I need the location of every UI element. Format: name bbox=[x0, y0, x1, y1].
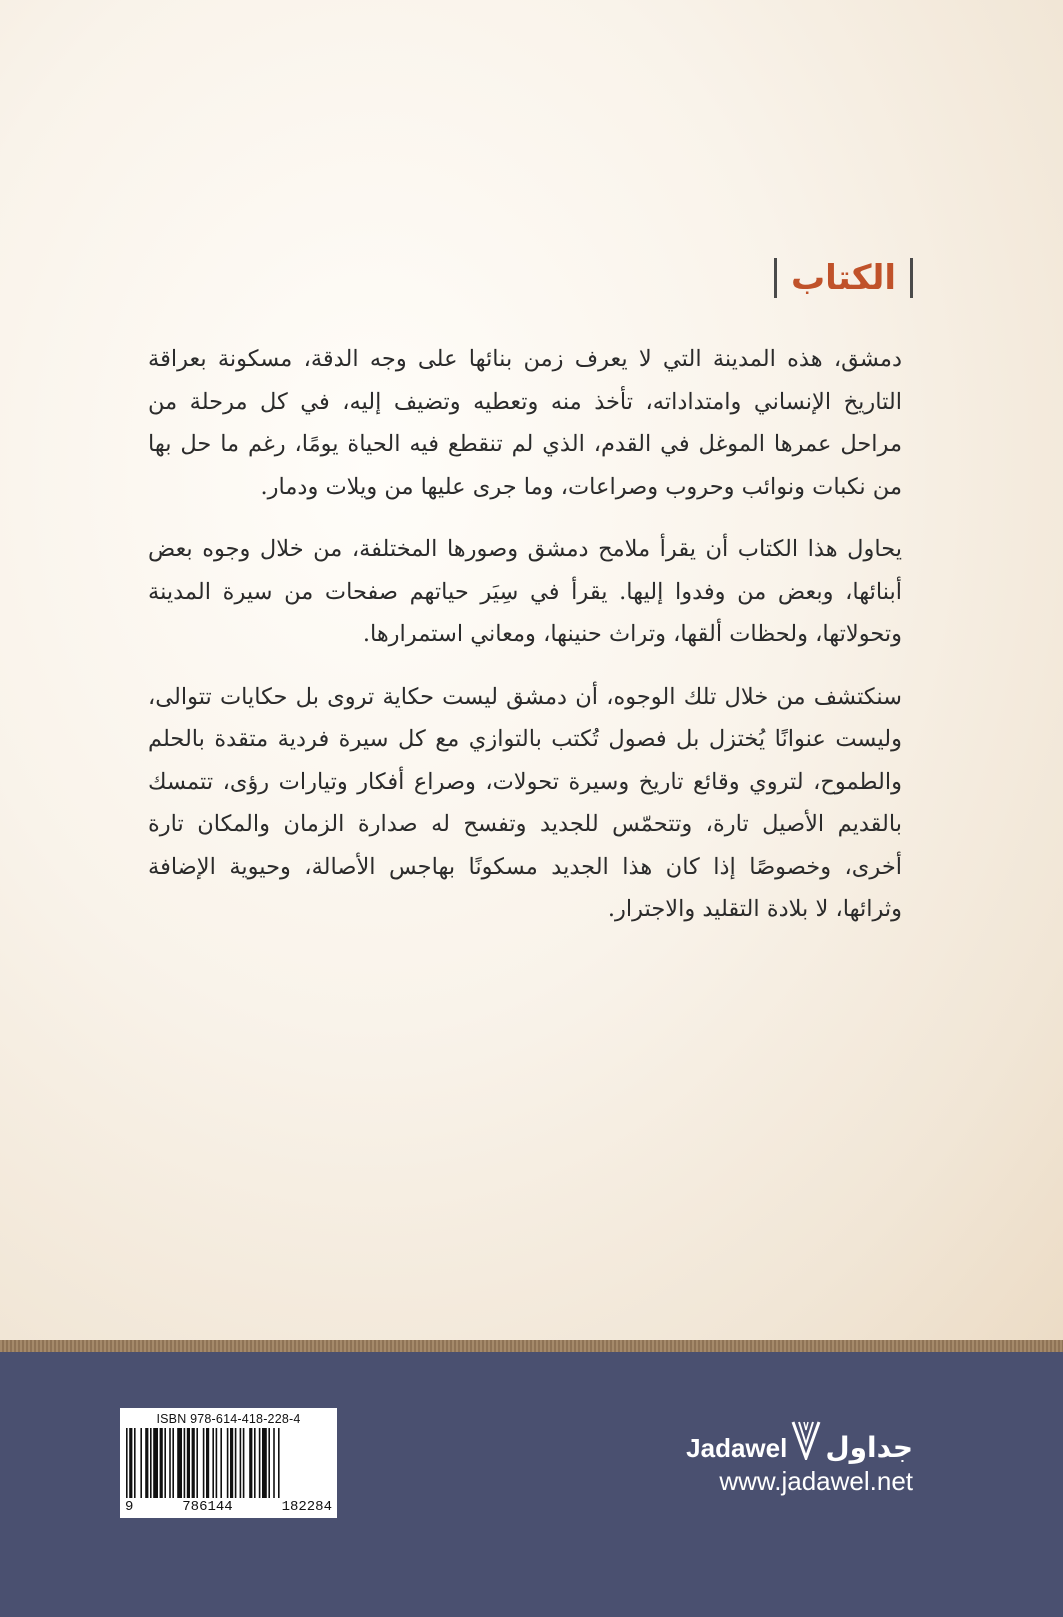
barcode-bar bbox=[169, 1428, 171, 1498]
isbn-label: ISBN 978-614-418-228-4 bbox=[156, 1412, 301, 1426]
publisher-website: www.jadawel.net bbox=[719, 1466, 913, 1496]
isbn-barcode bbox=[120, 1408, 337, 1518]
barcode-bar bbox=[150, 1428, 152, 1498]
barcode-bar bbox=[172, 1428, 174, 1498]
heading-title: الكتاب bbox=[790, 258, 896, 298]
barcode-bar bbox=[278, 1428, 280, 1498]
barcode-bar bbox=[235, 1428, 237, 1498]
barcode-bar bbox=[153, 1428, 158, 1498]
barcode-bar bbox=[268, 1428, 270, 1498]
heading-bar-right bbox=[910, 258, 913, 298]
barcode-digit-group-left: 786144 bbox=[182, 1499, 233, 1515]
publisher-name-latin: Jadawel bbox=[686, 1433, 788, 1463]
barcode-bar bbox=[243, 1428, 245, 1498]
barcode-bar bbox=[240, 1428, 242, 1498]
barcode-bar bbox=[259, 1428, 261, 1498]
barcode-bar bbox=[164, 1428, 166, 1498]
section-heading bbox=[774, 252, 913, 304]
barcode-bar bbox=[140, 1428, 142, 1498]
barcode-bar bbox=[249, 1428, 252, 1498]
publisher-block bbox=[593, 1418, 913, 1497]
barcode-bar bbox=[184, 1428, 186, 1498]
heading-bar-left bbox=[774, 258, 777, 298]
barcode-bar bbox=[212, 1428, 214, 1498]
barcode-digits bbox=[124, 1499, 333, 1515]
barcode-bar bbox=[177, 1428, 182, 1498]
barcode-bar bbox=[203, 1428, 205, 1498]
publisher-name-arabic: جداول bbox=[825, 1431, 913, 1464]
barcode-bar bbox=[134, 1428, 136, 1498]
barcode-bar bbox=[192, 1428, 195, 1498]
barcode-bar bbox=[187, 1428, 190, 1498]
barcode-bar bbox=[160, 1428, 163, 1498]
barcode-bar bbox=[227, 1428, 229, 1498]
barcode-bar bbox=[126, 1428, 128, 1498]
jadawel-logo-icon bbox=[791, 1420, 821, 1460]
blurb-paragraph-2: يحاول هذا الكتاب أن يقرأ ملامح دمشق وصورها المختلفة، من خلال وجوه بعض أبنائها، وبعض من وفدوا إليها. يقرأ في سِيَر حياتهم صفحات من سيرة المدينة وتحولاتها، ولحظات ألقها، وتراث حنينها، ومعاني استمرارها. bbox=[148, 536, 902, 647]
blurb-text bbox=[148, 338, 902, 951]
barcode-bar bbox=[230, 1428, 233, 1498]
barcode-bar bbox=[254, 1428, 256, 1498]
blurb-paragraph-1: دمشق، هذه المدينة التي لا يعرف زمن بنائها على وجه الدقة، مسكونة بعراقة التاريخ الإنساني وامتداداته، تأخذ منه وتعطيه وتضيف إليه، في كل مرحلة من مراحل عمرها الموغل في القدم، الذي لم تنقطع فيه الحياة يومًا، رغم ما حل بها من نكبات ونوائب وحروب وصراعات، وما جرى عليها من ويلات ودمار. bbox=[148, 346, 902, 500]
barcode-bar bbox=[129, 1428, 132, 1498]
barcode-bar bbox=[273, 1428, 275, 1498]
barcode-bar bbox=[216, 1428, 218, 1498]
barcode-digit-group-right: 182284 bbox=[281, 1499, 332, 1515]
barcode-bars-icon bbox=[126, 1428, 331, 1498]
barcode-bar bbox=[206, 1428, 209, 1498]
decorative-stripe bbox=[0, 1340, 1063, 1352]
barcode-bar bbox=[262, 1428, 267, 1498]
publisher-name-row bbox=[593, 1418, 913, 1464]
blurb-paragraph-3: سنكتشف من خلال تلك الوجوه، أن دمشق ليست حكاية تروى بل حكايات تتوالى، وليست عنوانًا يُختزل بل فصول تُكتب بالتوازي مع كل سيرة فردية متقدة بالحلم والطموح، لتروي وقائع تاريخ وسيرة تحولات، وصراع أفكار وتيارات رؤى، تتمسك بالقديم الأصيل تارة، وتتحمّس للجديد وتفسح له صدارة الزمان والمكان تارة أخرى، وخصوصًا إذا كان هذا الجديد مسكونًا بهاجس الأصالة، وحيوية الإضافة وثرائها، لا بلادة التقليد والاجترار. bbox=[148, 683, 902, 922]
barcode-bar bbox=[196, 1428, 198, 1498]
barcode-bar bbox=[145, 1428, 148, 1498]
barcode-digit-prefix: 9 bbox=[125, 1499, 134, 1515]
barcode-bar bbox=[220, 1428, 222, 1498]
